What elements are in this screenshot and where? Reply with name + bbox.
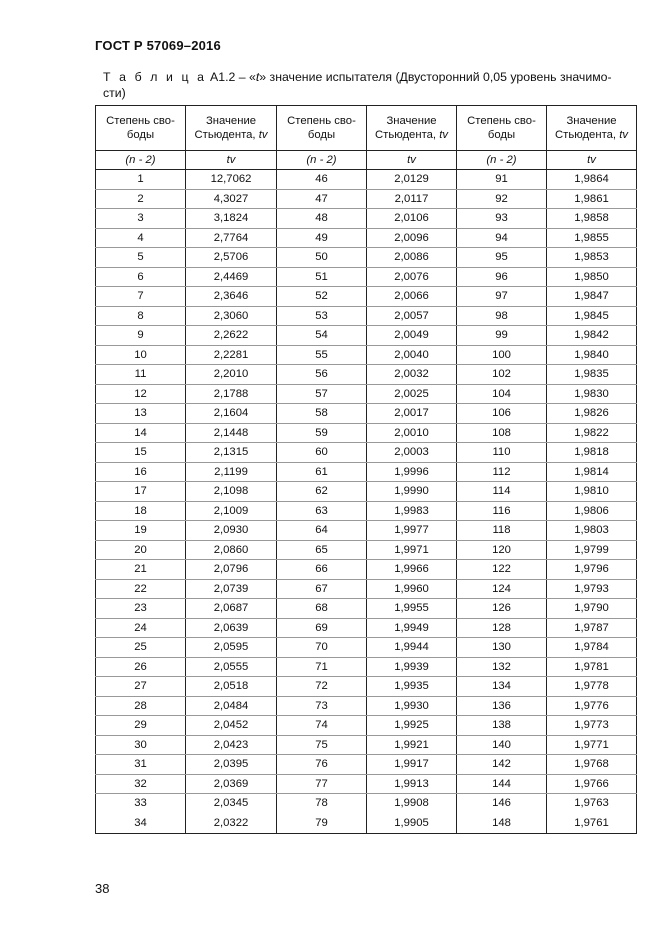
degrees-of-freedom-cell: 62: [277, 482, 367, 502]
t-value-cell: 1,9766: [547, 774, 637, 794]
t-value-cell: 2,5706: [186, 248, 277, 268]
table-row: [96, 209, 637, 229]
table-row: [96, 267, 637, 287]
t-value-cell: 2,3060: [186, 306, 277, 326]
t-value-cell: 1,9913: [367, 774, 457, 794]
t-value-cell: 2,0076: [367, 267, 457, 287]
degrees-of-freedom-cell: 8: [96, 306, 186, 326]
t-value-cell: 2,1315: [186, 443, 277, 463]
caption-number: А1.2 –: [210, 70, 246, 84]
t-value-cell: 1,9773: [547, 716, 637, 736]
column-header-line2: боды: [126, 129, 155, 141]
t-value-cell: 1,9814: [547, 462, 637, 482]
t-value-cell: 1,9996: [367, 462, 457, 482]
degrees-of-freedom-cell: 30: [96, 735, 186, 755]
degrees-of-freedom-cell: 54: [277, 326, 367, 346]
degrees-of-freedom-cell: 70: [277, 638, 367, 658]
t-value-cell: 2,0345: [186, 794, 277, 813]
degrees-of-freedom-cell: 28: [96, 696, 186, 716]
table-row: [96, 248, 637, 268]
column-header-symbol: tv: [619, 129, 628, 141]
t-value-cell: 2,0395: [186, 755, 277, 775]
column-header: [367, 106, 457, 151]
t-value-cell: 2,0484: [186, 696, 277, 716]
table-row: [96, 735, 637, 755]
table-row: [96, 599, 637, 619]
degrees-of-freedom-cell: 128: [457, 618, 547, 638]
t-value-cell: 1,9935: [367, 677, 457, 697]
degrees-of-freedom-cell: 93: [457, 209, 547, 229]
t-value-cell: 12,7062: [186, 170, 277, 190]
t-value-cell: 2,0452: [186, 716, 277, 736]
degrees-of-freedom-cell: 33: [96, 794, 186, 813]
table-row: [96, 443, 637, 463]
column-header-line1: Степень сво-: [287, 115, 356, 127]
t-value-cell: 2,0639: [186, 618, 277, 638]
degrees-of-freedom-cell: 9: [96, 326, 186, 346]
degrees-of-freedom-cell: 58: [277, 404, 367, 424]
t-value-cell: 2,2281: [186, 345, 277, 365]
degrees-of-freedom-cell: 75: [277, 735, 367, 755]
degrees-of-freedom-cell: 11: [96, 365, 186, 385]
degrees-of-freedom-cell: 63: [277, 501, 367, 521]
t-value-cell: 1,9971: [367, 540, 457, 560]
table-row: [96, 345, 637, 365]
t-value-cell: 2,0687: [186, 599, 277, 619]
degrees-of-freedom-cell: 95: [457, 248, 547, 268]
column-header: [457, 106, 547, 151]
t-value-cell: 2,2010: [186, 365, 277, 385]
degrees-of-freedom-cell: 94: [457, 228, 547, 248]
degrees-of-freedom-cell: 48: [277, 209, 367, 229]
table-row: [96, 384, 637, 404]
table-row: [96, 638, 637, 658]
t-value-cell: 2,0739: [186, 579, 277, 599]
degrees-of-freedom-cell: 99: [457, 326, 547, 346]
page-number: 38: [95, 881, 110, 896]
table-row: [96, 404, 637, 424]
degrees-of-freedom-cell: 13: [96, 404, 186, 424]
degrees-of-freedom-cell: 118: [457, 521, 547, 541]
degrees-of-freedom-cell: 50: [277, 248, 367, 268]
degrees-of-freedom-cell: 47: [277, 189, 367, 209]
column-header-line2: Стьюдента,: [375, 129, 437, 141]
column-subheader: tv: [547, 151, 637, 170]
t-value-cell: 1,9835: [547, 365, 637, 385]
t-value-cell: 2,0025: [367, 384, 457, 404]
column-subheader: tv: [367, 151, 457, 170]
t-value-cell: 2,0057: [367, 306, 457, 326]
t-value-cell: 1,9960: [367, 579, 457, 599]
degrees-of-freedom-cell: 6: [96, 267, 186, 287]
column-header-symbol: tv: [258, 129, 268, 141]
t-value-cell: 1,9853: [547, 248, 637, 268]
t-value-cell: 2,0860: [186, 540, 277, 560]
degrees-of-freedom-cell: 21: [96, 560, 186, 580]
degrees-of-freedom-cell: 17: [96, 482, 186, 502]
degrees-of-freedom-cell: 104: [457, 384, 547, 404]
t-value-cell: 2,0796: [186, 560, 277, 580]
degrees-of-freedom-cell: 16: [96, 462, 186, 482]
t-value-cell: 1,9810: [547, 482, 637, 502]
t-value-cell: 1,9955: [367, 599, 457, 619]
t-value-cell: 2,0555: [186, 657, 277, 677]
t-value-cell: 1,9771: [547, 735, 637, 755]
table-row: [96, 287, 637, 307]
degrees-of-freedom-cell: 134: [457, 677, 547, 697]
column-header-line2: Стьюдента,: [555, 129, 617, 141]
degrees-of-freedom-cell: 59: [277, 423, 367, 443]
t-value-cell: 1,9799: [547, 540, 637, 560]
t-value-cell: 1,9790: [547, 599, 637, 619]
degrees-of-freedom-cell: 14: [96, 423, 186, 443]
t-value-cell: 2,1098: [186, 482, 277, 502]
table-row: [96, 657, 637, 677]
degrees-of-freedom-cell: 20: [96, 540, 186, 560]
t-value-cell: 2,4469: [186, 267, 277, 287]
t-value-cell: 1,9850: [547, 267, 637, 287]
table-row: [96, 521, 637, 541]
caption-text-after: » значение испытателя (Двусторонний 0,05 уровень значимо-сти): [103, 70, 612, 100]
t-value-cell: 1,9787: [547, 618, 637, 638]
t-value-cell: 2,1199: [186, 462, 277, 482]
t-value-cell: 1,9761: [547, 813, 637, 834]
t-value-cell: 1,9830: [547, 384, 637, 404]
degrees-of-freedom-cell: 53: [277, 306, 367, 326]
degrees-of-freedom-cell: 116: [457, 501, 547, 521]
degrees-of-freedom-cell: 114: [457, 482, 547, 502]
degrees-of-freedom-cell: 142: [457, 755, 547, 775]
t-value-cell: 1,9944: [367, 638, 457, 658]
degrees-of-freedom-cell: 122: [457, 560, 547, 580]
t-value-cell: 2,0086: [367, 248, 457, 268]
t-value-cell: 2,0003: [367, 443, 457, 463]
degrees-of-freedom-cell: 77: [277, 774, 367, 794]
table-row: [96, 501, 637, 521]
t-value-cell: 1,9842: [547, 326, 637, 346]
column-header-symbol: tv: [439, 129, 448, 141]
degrees-of-freedom-cell: 2: [96, 189, 186, 209]
t-value-cell: 1,9793: [547, 579, 637, 599]
degrees-of-freedom-cell: 112: [457, 462, 547, 482]
degrees-of-freedom-cell: 71: [277, 657, 367, 677]
degrees-of-freedom-cell: 46: [277, 170, 367, 190]
degrees-of-freedom-cell: 51: [277, 267, 367, 287]
t-value-cell: 1,9763: [547, 794, 637, 813]
degrees-of-freedom-cell: 108: [457, 423, 547, 443]
degrees-of-freedom-cell: 92: [457, 189, 547, 209]
degrees-of-freedom-cell: 120: [457, 540, 547, 560]
table-row: [96, 306, 637, 326]
degrees-of-freedom-cell: 102: [457, 365, 547, 385]
degrees-of-freedom-cell: 100: [457, 345, 547, 365]
t-value-cell: 1,9845: [547, 306, 637, 326]
degrees-of-freedom-cell: 26: [96, 657, 186, 677]
t-value-cell: 2,0322: [186, 813, 277, 834]
document-title: ГОСТ Р 57069–2016: [95, 38, 221, 53]
table-row: [96, 326, 637, 346]
t-value-cell: 1,9778: [547, 677, 637, 697]
table-row: [96, 482, 637, 502]
table-row: [96, 189, 637, 209]
degrees-of-freedom-cell: 96: [457, 267, 547, 287]
t-value-cell: 1,9822: [547, 423, 637, 443]
degrees-of-freedom-cell: 7: [96, 287, 186, 307]
column-header-line1: Значение: [386, 115, 437, 127]
degrees-of-freedom-cell: 110: [457, 443, 547, 463]
t-value-cell: 1,9977: [367, 521, 457, 541]
table-row: [96, 813, 637, 834]
table-header-row: [96, 106, 637, 151]
degrees-of-freedom-cell: 130: [457, 638, 547, 658]
degrees-of-freedom-cell: 24: [96, 618, 186, 638]
t-value-cell: 2,0017: [367, 404, 457, 424]
degrees-of-freedom-cell: 136: [457, 696, 547, 716]
table-caption: [103, 69, 633, 101]
table-row: [96, 618, 637, 638]
column-header-line2: боды: [487, 129, 516, 141]
student-t-table: [95, 105, 637, 834]
degrees-of-freedom-cell: 106: [457, 404, 547, 424]
t-value-cell: 4,3027: [186, 189, 277, 209]
table-row: [96, 579, 637, 599]
degrees-of-freedom-cell: 34: [96, 813, 186, 834]
t-value-cell: 1,9864: [547, 170, 637, 190]
table-row: [96, 716, 637, 736]
degrees-of-freedom-cell: 29: [96, 716, 186, 736]
t-value-cell: 2,1604: [186, 404, 277, 424]
degrees-of-freedom-cell: 138: [457, 716, 547, 736]
table-row: [96, 365, 637, 385]
degrees-of-freedom-cell: 148: [457, 813, 547, 834]
t-value-cell: 1,9990: [367, 482, 457, 502]
t-value-cell: 1,9905: [367, 813, 457, 834]
t-value-cell: 1,9908: [367, 794, 457, 813]
degrees-of-freedom-cell: 27: [96, 677, 186, 697]
t-value-cell: 1,9784: [547, 638, 637, 658]
t-value-cell: 1,9949: [367, 618, 457, 638]
t-value-cell: 2,0595: [186, 638, 277, 658]
table-row: [96, 423, 637, 443]
t-value-cell: 1,9939: [367, 657, 457, 677]
t-value-cell: 2,1009: [186, 501, 277, 521]
caption-prefix: Т а б л и ц а: [103, 70, 207, 84]
caption-text-before: «: [249, 70, 256, 84]
degrees-of-freedom-cell: 126: [457, 599, 547, 619]
t-value-cell: 2,1448: [186, 423, 277, 443]
t-value-cell: 1,9861: [547, 189, 637, 209]
t-value-cell: 2,0518: [186, 677, 277, 697]
t-value-cell: 1,9768: [547, 755, 637, 775]
degrees-of-freedom-cell: 68: [277, 599, 367, 619]
degrees-of-freedom-cell: 76: [277, 755, 367, 775]
column-header-line2: боды: [307, 129, 336, 141]
degrees-of-freedom-cell: 140: [457, 735, 547, 755]
t-value-cell: 1,9983: [367, 501, 457, 521]
t-value-cell: 1,9847: [547, 287, 637, 307]
degrees-of-freedom-cell: 55: [277, 345, 367, 365]
t-value-cell: 2,1788: [186, 384, 277, 404]
table-row: [96, 170, 637, 190]
degrees-of-freedom-cell: 132: [457, 657, 547, 677]
t-value-cell: 2,0369: [186, 774, 277, 794]
degrees-of-freedom-cell: 65: [277, 540, 367, 560]
degrees-of-freedom-cell: 12: [96, 384, 186, 404]
degrees-of-freedom-cell: 146: [457, 794, 547, 813]
degrees-of-freedom-cell: 18: [96, 501, 186, 521]
degrees-of-freedom-cell: 69: [277, 618, 367, 638]
column-subheader: tv: [186, 151, 277, 170]
degrees-of-freedom-cell: 3: [96, 209, 186, 229]
degrees-of-freedom-cell: 1: [96, 170, 186, 190]
t-value-cell: 1,9826: [547, 404, 637, 424]
t-value-cell: 1,9818: [547, 443, 637, 463]
degrees-of-freedom-cell: 19: [96, 521, 186, 541]
column-header: [547, 106, 637, 151]
table-row: [96, 794, 637, 813]
degrees-of-freedom-cell: 22: [96, 579, 186, 599]
t-value-cell: 1,9796: [547, 560, 637, 580]
table-row: [96, 462, 637, 482]
t-value-cell: 1,9925: [367, 716, 457, 736]
degrees-of-freedom-cell: 49: [277, 228, 367, 248]
t-value-cell: 2,7764: [186, 228, 277, 248]
t-value-cell: 2,0117: [367, 189, 457, 209]
t-value-cell: 3,1824: [186, 209, 277, 229]
t-value-cell: 2,0066: [367, 287, 457, 307]
t-value-cell: 1,9966: [367, 560, 457, 580]
t-value-cell: 2,0096: [367, 228, 457, 248]
t-value-cell: 2,0106: [367, 209, 457, 229]
table-row: [96, 677, 637, 697]
t-value-cell: 2,0040: [367, 345, 457, 365]
t-value-cell: 2,0010: [367, 423, 457, 443]
t-value-cell: 1,9803: [547, 521, 637, 541]
degrees-of-freedom-cell: 61: [277, 462, 367, 482]
table-row: [96, 560, 637, 580]
column-header-line1: Значение: [566, 115, 617, 127]
degrees-of-freedom-cell: 5: [96, 248, 186, 268]
caption-t-symbol: t: [255, 70, 260, 84]
column-header-line1: Степень сво-: [467, 115, 536, 127]
table-row: [96, 540, 637, 560]
column-subheader: (n - 2): [277, 151, 367, 170]
degrees-of-freedom-cell: 124: [457, 579, 547, 599]
degrees-of-freedom-cell: 25: [96, 638, 186, 658]
degrees-of-freedom-cell: 67: [277, 579, 367, 599]
t-value-cell: 1,9917: [367, 755, 457, 775]
degrees-of-freedom-cell: 97: [457, 287, 547, 307]
t-value-cell: 2,0423: [186, 735, 277, 755]
column-header-line1: Степень сво-: [106, 115, 175, 127]
t-value-cell: 1,9858: [547, 209, 637, 229]
column-subheader: (n - 2): [457, 151, 547, 170]
degrees-of-freedom-cell: 15: [96, 443, 186, 463]
column-header-line2: Стьюдента,: [194, 129, 256, 141]
t-value-cell: 1,9921: [367, 735, 457, 755]
t-value-cell: 1,9806: [547, 501, 637, 521]
degrees-of-freedom-cell: 57: [277, 384, 367, 404]
table-subheader-row: [96, 151, 637, 170]
t-value-cell: 2,2622: [186, 326, 277, 346]
column-header: [277, 106, 367, 151]
t-value-cell: 1,9930: [367, 696, 457, 716]
table-row: [96, 774, 637, 794]
degrees-of-freedom-cell: 56: [277, 365, 367, 385]
degrees-of-freedom-cell: 4: [96, 228, 186, 248]
t-value-cell: 1,9781: [547, 657, 637, 677]
column-header-line1: Значение: [205, 115, 257, 127]
t-value-cell: 1,9776: [547, 696, 637, 716]
column-header: [186, 106, 277, 151]
t-value-cell: 1,9855: [547, 228, 637, 248]
degrees-of-freedom-cell: 72: [277, 677, 367, 697]
degrees-of-freedom-cell: 60: [277, 443, 367, 463]
t-value-cell: 2,0930: [186, 521, 277, 541]
degrees-of-freedom-cell: 91: [457, 170, 547, 190]
degrees-of-freedom-cell: 64: [277, 521, 367, 541]
degrees-of-freedom-cell: 31: [96, 755, 186, 775]
t-value-cell: 2,3646: [186, 287, 277, 307]
degrees-of-freedom-cell: 23: [96, 599, 186, 619]
t-value-cell: 2,0032: [367, 365, 457, 385]
table-row: [96, 228, 637, 248]
degrees-of-freedom-cell: 144: [457, 774, 547, 794]
t-value-cell: 1,9840: [547, 345, 637, 365]
degrees-of-freedom-cell: 74: [277, 716, 367, 736]
degrees-of-freedom-cell: 79: [277, 813, 367, 834]
degrees-of-freedom-cell: 52: [277, 287, 367, 307]
table-row: [96, 755, 637, 775]
degrees-of-freedom-cell: 73: [277, 696, 367, 716]
degrees-of-freedom-cell: 98: [457, 306, 547, 326]
degrees-of-freedom-cell: 66: [277, 560, 367, 580]
t-value-cell: 2,0129: [367, 170, 457, 190]
degrees-of-freedom-cell: 10: [96, 345, 186, 365]
t-value-cell: 2,0049: [367, 326, 457, 346]
degrees-of-freedom-cell: 32: [96, 774, 186, 794]
column-header: [96, 106, 186, 151]
column-subheader: (n - 2): [96, 151, 186, 170]
degrees-of-freedom-cell: 78: [277, 794, 367, 813]
table-row: [96, 696, 637, 716]
